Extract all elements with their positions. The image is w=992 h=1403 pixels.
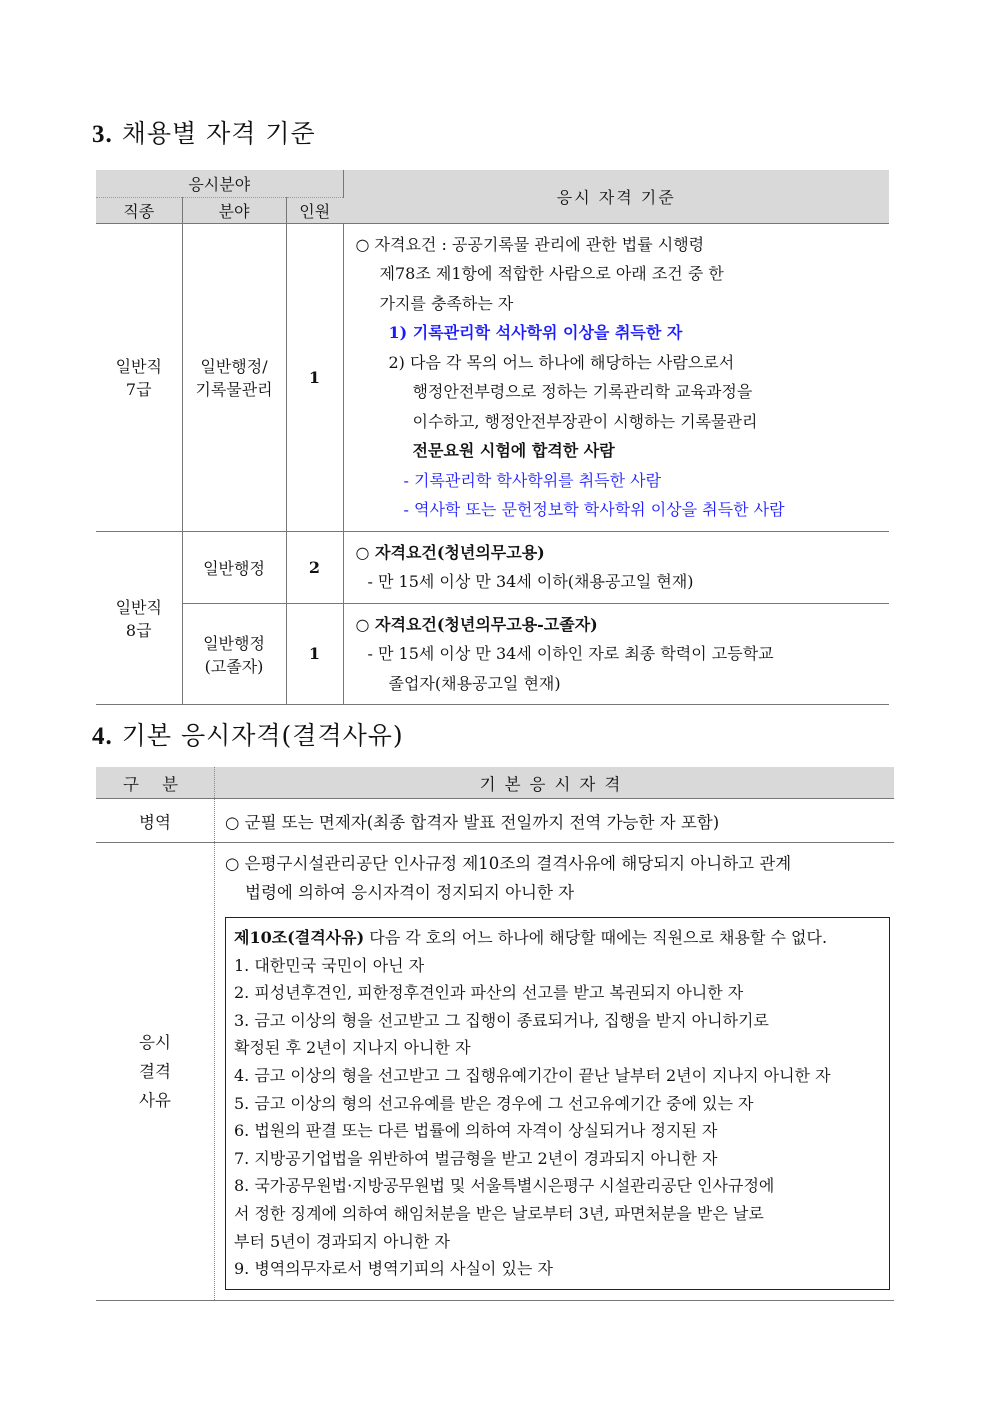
field-line: 일반행정/ <box>200 357 268 376</box>
section4-number: 4. <box>92 723 113 750</box>
article10-item: 6. 법원의 판결 또는 다른 법률에 의하여 자격이 상실되거나 정지된 자 <box>234 1121 718 1141</box>
article10-item: 부터 5년이 경과되지 아니한 자 <box>234 1231 450 1251</box>
criteria-line: - 만 15세 이상 만 34세 이하(채용공고일 현재) <box>367 572 694 591</box>
article10-item: 7. 지방공기업법을 위반하여 벌금형을 받고 2년이 경과되지 아니한 자 <box>234 1148 718 1168</box>
criteria-line: ○ 자격요건 : 공공기록물 관리에 관한 법률 시행령 <box>355 234 705 254</box>
section3-number: 3. <box>92 121 113 148</box>
military-label: 병역 <box>96 799 215 843</box>
article10-box <box>225 917 890 1290</box>
criteria-line: 제78조 제1항에 적합한 사람으로 아래 조건 중 한 <box>379 264 724 283</box>
military-text: ○ 군필 또는 면제자(최종 합격자 발표 전일까지 전역 가능한 자 포함) <box>215 799 895 843</box>
count-cell: 2 <box>286 531 343 603</box>
field-line: 일반행정 <box>203 558 265 578</box>
section3-title: 채용별 자격 기준 <box>121 119 316 148</box>
count-cell: 1 <box>286 223 343 531</box>
criteria-line: 2) 다음 각 목의 어느 하나에 해당하는 사람으로서 <box>388 352 735 372</box>
field-line: (고졸자) <box>204 656 264 676</box>
header-field: 분야 <box>182 197 286 223</box>
table-row <box>96 223 889 531</box>
article10-item: 3. 금고 이상의 형을 선고받고 그 집행이 종료되거나, 집행을 받지 아니하기로 <box>234 1010 769 1030</box>
article10-item: 1. 대한민국 국민이 아닌 자 <box>234 955 425 975</box>
criteria-line: - 기록관리학 학사학위를 취득한 사람 <box>403 470 662 490</box>
article10-item: 4. 금고 이상의 형을 선고받고 그 집행유예기간이 끝난 날부터 2년이 지나지 아니한 자 <box>234 1065 831 1085</box>
header-application-field: 응시분야 <box>96 170 343 197</box>
disqualification-label-line: 사유 <box>139 1090 171 1110</box>
field-line: 일반행정 <box>203 633 265 653</box>
job-type-cell <box>96 531 182 705</box>
criteria-line: 1) 기록관리학 석사학위 이상을 취득한 자 <box>388 323 683 342</box>
article10-item: 9. 병역의무자로서 병역기피의 사실이 있는 자 <box>234 1259 553 1279</box>
field-cell <box>182 531 286 603</box>
criteria-cell <box>343 223 889 531</box>
job-type-line: 7급 <box>125 380 152 399</box>
disqualification-intro-line: ○ 은평구시설관리공단 인사규정 제10조의 결격사유에 해당되지 아니하고 관계 <box>225 854 792 873</box>
criteria-line: 전문요원 시험에 합격한 사람 <box>412 441 615 460</box>
header-criteria: 응시 자격 기준 <box>343 170 889 223</box>
section4-heading <box>92 716 404 752</box>
count-cell: 1 <box>286 603 343 705</box>
article10-item: 2. 피성년후견인, 피한정후견인과 파산의 선고를 받고 복권되지 아니한 자 <box>234 983 744 1003</box>
section3-heading <box>92 114 316 150</box>
job-type-line: 일반직 <box>115 357 162 376</box>
article10-item: 서 정한 징계에 의하여 해임처분을 받은 날로부터 3년, 파면처분을 받은 날로 <box>234 1203 764 1223</box>
disqualification-label-line: 응시 <box>139 1032 171 1052</box>
article10-heading <box>234 924 881 952</box>
job-type-line: 일반직 <box>115 597 162 617</box>
article10-title-rest: 다음 각 호의 어느 하나에 해당할 때에는 직원으로 채용할 수 없다. <box>364 928 828 947</box>
criteria-line: 행정안전부령으로 정하는 기록관리학 교육과정을 <box>412 382 753 401</box>
disqualification-content <box>215 843 895 1301</box>
criteria-line: 졸업자(채용공고일 현재) <box>388 673 561 693</box>
field-cell <box>182 223 286 531</box>
job-type-line: 8급 <box>125 620 152 640</box>
article10-item: 8. 국가공무원법·지방공무원법 및 서울특별시은평구 시설관리공단 인사규정에 <box>234 1176 775 1196</box>
field-line: 기록물관리 <box>195 380 273 399</box>
header-count: 인원 <box>286 197 343 223</box>
job-type-cell <box>96 223 182 531</box>
header-basic-qualification: 기본응시자격 <box>215 767 895 799</box>
criteria-line: ○ 자격요건(청년의무고용) <box>355 542 545 562</box>
disqualification-label-line: 결격 <box>139 1061 171 1081</box>
table-row <box>96 799 894 843</box>
article10-item: 확정된 후 2년이 지나지 아니한 자 <box>234 1038 471 1058</box>
table-row <box>96 843 894 1301</box>
qualification-table <box>96 170 889 705</box>
table-row <box>96 531 889 603</box>
article10-title: 제10조(결격사유) <box>234 928 365 947</box>
criteria-cell <box>343 603 889 705</box>
table-row <box>96 603 889 705</box>
criteria-line: - 역사학 또는 문헌정보학 학사학위 이상을 취득한 사람 <box>403 500 785 519</box>
disqualification-intro-line: 법령에 의하여 응시자격이 정지되지 아니한 자 <box>245 883 575 902</box>
header-job-type: 직종 <box>96 197 182 223</box>
criteria-line: ○ 자격요건(청년의무고용-고졸자) <box>355 614 598 634</box>
section4-title: 기본 응시자격(결격사유) <box>121 721 404 750</box>
criteria-line: 가지를 충족하는 자 <box>379 293 514 313</box>
criteria-line: - 만 15세 이상 만 34세 이하인 자로 최종 학력이 고등학교 <box>367 644 774 663</box>
basic-qualification-table <box>96 767 894 1301</box>
header-kind: 구 분 <box>96 767 215 799</box>
disqualification-label <box>96 843 215 1301</box>
article10-item: 5. 금고 이상의 형의 선고유예를 받은 경우에 그 선고유예기간 중에 있는 자 <box>234 1093 754 1113</box>
criteria-line: 이수하고, 행정안전부장관이 시행하는 기록물관리 <box>412 411 758 431</box>
criteria-cell <box>343 531 889 603</box>
field-cell <box>182 603 286 705</box>
